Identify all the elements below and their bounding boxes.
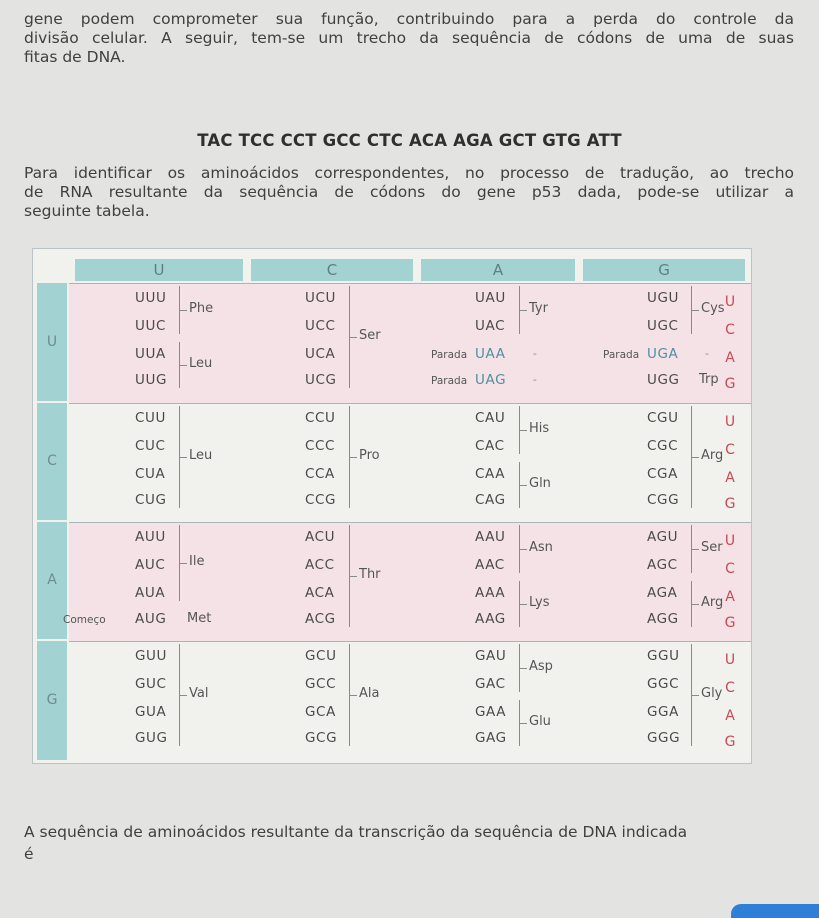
- bracket-tick: [519, 668, 527, 669]
- context-line: seguinte tabela.: [24, 202, 150, 220]
- amino-acid: Gly: [701, 686, 723, 701]
- amino-acid: Lys: [529, 595, 550, 610]
- codon: UUC: [135, 318, 166, 334]
- codon: GAG: [475, 730, 507, 746]
- codon: GGA: [647, 704, 679, 720]
- stop-dash: -: [533, 374, 537, 386]
- codon: UGU: [647, 290, 680, 306]
- amino-acid: Val: [189, 686, 209, 701]
- amino-acid: Trp: [699, 372, 719, 387]
- amino-acid: Met: [187, 611, 212, 626]
- second-base-header: C: [251, 259, 413, 281]
- codon: UUU: [135, 290, 167, 306]
- bracket-tick: [179, 695, 187, 696]
- bracket-tick: [519, 549, 527, 550]
- bracket-tick: [691, 604, 699, 605]
- third-base-label: A: [725, 470, 735, 486]
- codon: ACC: [305, 557, 335, 573]
- third-base-label: C: [725, 561, 735, 577]
- third-base-label: A: [725, 350, 735, 366]
- codon: UCU: [305, 290, 336, 306]
- amino-acid: Ser: [701, 540, 723, 555]
- bracket-tick: [519, 430, 527, 431]
- codon: GAU: [475, 648, 507, 664]
- third-base-label: C: [725, 442, 735, 458]
- amino-acid: Tyr: [529, 301, 548, 316]
- codon: GAA: [475, 704, 507, 720]
- codon: CUG: [135, 492, 167, 508]
- intro-line: divisão celular. A seguir, tem-se um trecho da sequência de códons de uma de suas: [24, 29, 794, 47]
- codon: CCA: [305, 466, 335, 482]
- codon-row-block: [63, 522, 751, 642]
- codon: CGA: [647, 466, 678, 482]
- intro-line: gene podem comprometer sua função, contribuindo para a perda do controle da: [24, 10, 794, 28]
- codon-row-block: [69, 403, 751, 523]
- third-base-label: G: [724, 615, 736, 631]
- codon: CAC: [475, 438, 505, 454]
- first-base-label: U: [37, 283, 67, 401]
- bracket-tick: [179, 365, 187, 366]
- codon: UAA: [475, 346, 506, 362]
- second-base-header: A: [421, 259, 575, 281]
- third-base-label: C: [725, 322, 735, 338]
- codon: CCC: [305, 438, 336, 454]
- bracket-tick: [349, 337, 357, 338]
- codon: AUA: [135, 585, 166, 601]
- context-line: de RNA resultante da sequência de códons do gene p53 dada, pode-se utilizar a: [24, 183, 794, 201]
- amino-acid: Arg: [701, 595, 724, 610]
- third-base-label: U: [724, 414, 736, 430]
- codon: AAU: [475, 529, 506, 545]
- bracket-tick: [179, 310, 187, 311]
- bracket-tick: [519, 723, 527, 724]
- codon: ACU: [305, 529, 336, 545]
- codon: AUG: [135, 611, 167, 627]
- codon: GCA: [305, 704, 336, 720]
- codon: UUA: [135, 346, 166, 362]
- amino-acid: Pro: [359, 448, 380, 463]
- third-base-label: U: [724, 652, 736, 668]
- stop-label: Parada: [431, 375, 468, 387]
- amino-acid: Asn: [529, 540, 553, 555]
- third-base-label: U: [724, 294, 736, 310]
- codon: CUC: [135, 438, 166, 454]
- codon: GAC: [475, 676, 506, 692]
- codon: AAA: [475, 585, 506, 601]
- codon-row-block: [69, 641, 751, 763]
- codon: UCG: [305, 372, 337, 388]
- codon: AGG: [647, 611, 679, 627]
- amino-acid: Glu: [529, 714, 551, 729]
- question-line: é: [24, 845, 34, 863]
- codon: AGC: [647, 557, 678, 573]
- codon: UGA: [647, 346, 679, 362]
- first-base-label: C: [37, 403, 67, 520]
- codon: AUU: [135, 529, 166, 545]
- codon: ACA: [305, 585, 335, 601]
- dna-sequence: TAC TCC CCT GCC CTC ACA AGA GCT GTG ATT: [197, 131, 622, 150]
- bracket-tick: [691, 695, 699, 696]
- codon: GGC: [647, 676, 680, 692]
- third-base-label: U: [724, 533, 736, 549]
- bracket-tick: [349, 576, 357, 577]
- codon: CGU: [647, 410, 679, 426]
- context-line: Para identificar os aminoácidos correspondentes, no processo de tradução, ao trecho: [24, 164, 794, 182]
- codon: GCC: [305, 676, 337, 692]
- codon: CUU: [135, 410, 166, 426]
- codon: UGG: [647, 372, 680, 388]
- intro-line: fitas de DNA.: [24, 48, 126, 66]
- bracket-tick: [691, 310, 699, 311]
- third-base-label: A: [725, 708, 735, 724]
- codon: UCA: [305, 346, 336, 362]
- codon-row-block: [69, 283, 751, 404]
- blue-corner-button[interactable]: [731, 904, 819, 918]
- stop-label: Parada: [431, 349, 468, 361]
- amino-acid: Ile: [189, 554, 205, 569]
- bracket-tick: [519, 485, 527, 486]
- codon: AAG: [475, 611, 506, 627]
- codon: ACG: [305, 611, 336, 627]
- codon: AGA: [647, 585, 678, 601]
- amino-acid: Thr: [359, 567, 381, 582]
- question-line: A sequência de aminoácidos resultante da transcrição da sequência de DNA indicada: [24, 823, 688, 841]
- codon: GUC: [135, 676, 167, 692]
- bracket-tick: [691, 549, 699, 550]
- codon: UCC: [305, 318, 336, 334]
- codon: UGC: [647, 318, 679, 334]
- start-label: Começo: [63, 614, 106, 626]
- codon-table: [32, 248, 752, 764]
- question-text: [24, 821, 794, 865]
- codon: GGU: [647, 648, 680, 664]
- amino-acid: Ala: [359, 686, 380, 701]
- bracket-tick: [519, 604, 527, 605]
- third-base-label: G: [724, 496, 736, 512]
- bracket-tick: [519, 310, 527, 311]
- intro-paragraph: [24, 10, 794, 67]
- codon: UAU: [475, 290, 506, 306]
- codon: UUG: [135, 372, 168, 388]
- first-base-label: A: [37, 522, 67, 639]
- codon: GCU: [305, 648, 337, 664]
- codon: UAG: [475, 372, 507, 388]
- third-base-label: G: [724, 734, 736, 750]
- third-base-label: C: [725, 680, 735, 696]
- amino-acid: Cys: [701, 301, 725, 316]
- stop-dash: -: [533, 348, 537, 360]
- codon: CGC: [647, 438, 679, 454]
- bracket-tick: [179, 563, 187, 564]
- codon: UAC: [475, 318, 506, 334]
- first-base-label: G: [37, 641, 67, 760]
- amino-acid: Asp: [529, 659, 553, 674]
- codon: CAG: [475, 492, 506, 508]
- codon: CGG: [647, 492, 680, 508]
- stop-dash: -: [705, 348, 709, 360]
- codon: CAU: [475, 410, 506, 426]
- codon: CUA: [135, 466, 166, 482]
- codon: CCU: [305, 410, 336, 426]
- second-base-header: U: [75, 259, 243, 281]
- codon: AUC: [135, 557, 166, 573]
- stop-label: Parada: [603, 349, 640, 361]
- context-paragraph: [24, 164, 794, 221]
- bracket-tick: [179, 457, 187, 458]
- codon: GUA: [135, 704, 167, 720]
- third-base-label: G: [724, 376, 736, 392]
- amino-acid: Leu: [189, 448, 213, 463]
- codon: GUG: [135, 730, 168, 746]
- codon: CCG: [305, 492, 337, 508]
- amino-acid: Gln: [529, 476, 551, 491]
- bracket-tick: [691, 457, 699, 458]
- bracket-tick: [349, 695, 357, 696]
- amino-acid: Phe: [189, 301, 214, 316]
- amino-acid: Leu: [189, 356, 213, 371]
- third-base-label: A: [725, 589, 735, 605]
- codon: GGG: [647, 730, 681, 746]
- codon: AGU: [647, 529, 679, 545]
- codon: GUU: [135, 648, 168, 664]
- codon: AAC: [475, 557, 505, 573]
- codon: CAA: [475, 466, 506, 482]
- amino-acid: Ser: [359, 328, 381, 343]
- second-base-header: G: [583, 259, 745, 281]
- amino-acid: His: [529, 421, 550, 436]
- codon: GCG: [305, 730, 338, 746]
- amino-acid: Arg: [701, 448, 724, 463]
- bracket-tick: [349, 457, 357, 458]
